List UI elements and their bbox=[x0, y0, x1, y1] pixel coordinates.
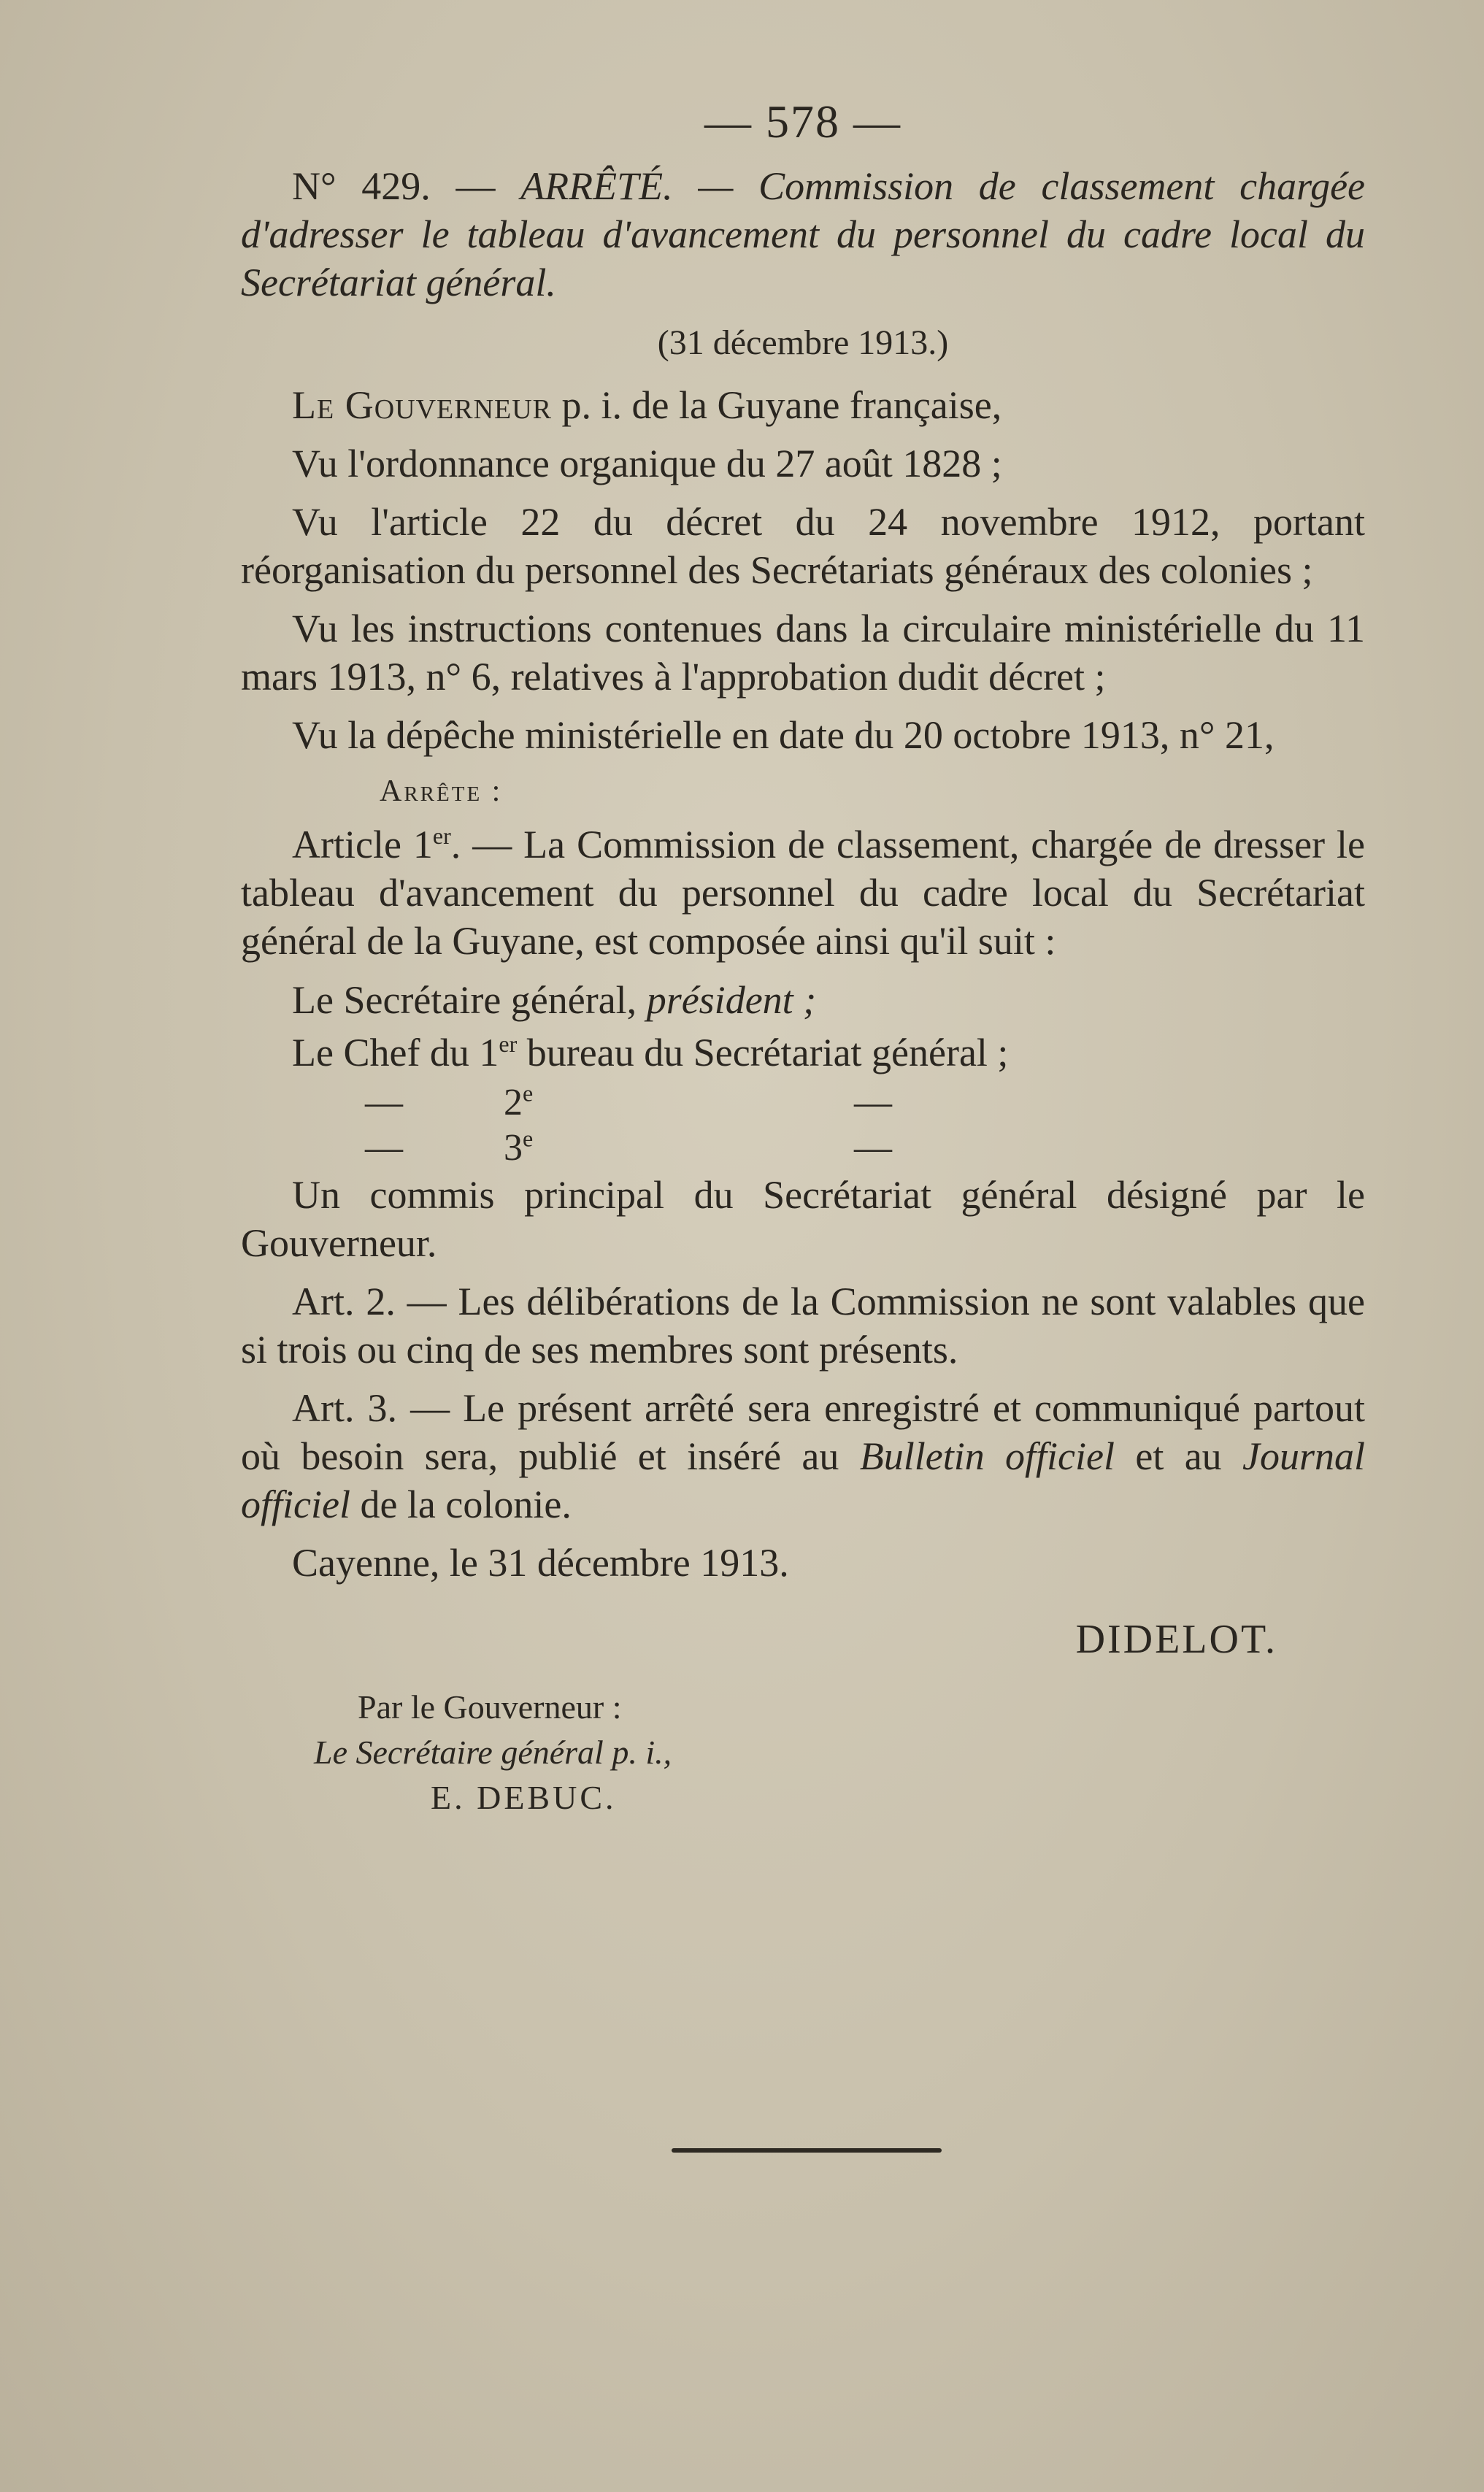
bureau-ordinal: 2e bbox=[504, 1080, 534, 1123]
by-governor: Par le Gouverneur : bbox=[358, 1688, 622, 1726]
journal-title: Journal officiel bbox=[241, 1434, 1366, 1526]
governor-title: Le Gouverneur bbox=[292, 383, 553, 427]
consideration-3: Vu les instructions contenues dans la circulaire ministérielle du 11 mars 1913, n° 6, relatives à l'approbation dudit décret ; bbox=[241, 607, 1365, 699]
article-1 bbox=[241, 820, 1365, 965]
secretary-name: E. DEBUC. bbox=[431, 1779, 617, 1816]
article-3: Art. 3. — Le présent arrêté sera enregistré et communiqué partout où besoin sera, publié et inséré au Bulletin officiel et au Journal officiel de la colonie. bbox=[241, 1386, 1366, 1526]
decree-date: (31 décembre 1913.) bbox=[657, 323, 949, 362]
article-2: Art. 2. — Les délibérations de la Commission ne sont valables que si trois ou cinq de ses membres sont présents. bbox=[241, 1280, 1365, 1372]
place-date: Cayenne, le 31 décembre 1913. bbox=[292, 1541, 789, 1585]
article-1-text: . — La Commission de classement, chargée de dresser le tableau d'avancement du personnel du cadre local du Secrétariat général de la Guyane, est composée ainsi qu'il suit : bbox=[241, 823, 1365, 963]
ditto-dash: — bbox=[365, 1082, 403, 1123]
article-1-label: Article 1 bbox=[292, 823, 433, 866]
consideration-2: Vu l'article 22 du décret du 24 novembre 1912, portant réorganisation du personnel des Secrétariats généraux des colonies ; bbox=[241, 500, 1365, 592]
closing-rule bbox=[672, 2148, 942, 2153]
page-number: — 578 — bbox=[704, 96, 901, 147]
consideration-4: Vu la dépêche ministérielle en date du 20 octobre 1913, n° 21, bbox=[292, 713, 1275, 757]
secretary-title: Le Secrétaire général p. i., bbox=[314, 1734, 672, 1771]
consideration-1: Vu l'ordonnance organique du 27 août 1828 ; bbox=[292, 442, 1002, 485]
president-role: président ; bbox=[646, 978, 817, 1022]
member-chef-bureau-2 bbox=[241, 1080, 1365, 1126]
decree-heading bbox=[241, 162, 1365, 307]
decree-subject: — Commission de classement chargée d'adresser le tableau d'avancement du personnel du cadre local du Secrétariat général. bbox=[241, 164, 1366, 304]
document-body bbox=[241, 95, 1365, 1820]
ditto-dash: — bbox=[854, 1082, 892, 1123]
bulletin-title: Bulletin officiel bbox=[859, 1434, 1115, 1478]
decree-number: N° 429. — bbox=[292, 164, 496, 208]
ditto-dash: — bbox=[365, 1127, 403, 1169]
decree-title: ARRÊTÉ. bbox=[520, 164, 673, 208]
article-1-sup: er bbox=[432, 823, 451, 849]
member-chef-bureau-3 bbox=[241, 1126, 1365, 1171]
governor-signature: DIDELOT. bbox=[1075, 1617, 1277, 1662]
member-chef-bureau-1: Le Chef du 1er bureau du Secrétariat général ; bbox=[292, 1031, 1009, 1074]
governor-intro bbox=[241, 381, 1365, 429]
ditto-dash: — bbox=[854, 1127, 892, 1169]
member-commis: Un commis principal du Secrétariat général désigné par le Gouverneur. bbox=[241, 1173, 1365, 1265]
bureau-ordinal: 3e bbox=[504, 1125, 534, 1169]
arrete-label: Arrête : bbox=[380, 774, 503, 808]
governor-rest: p. i. de la Guyane française, bbox=[561, 383, 1002, 427]
member-president: Le Secrétaire général, président ; bbox=[292, 978, 817, 1022]
